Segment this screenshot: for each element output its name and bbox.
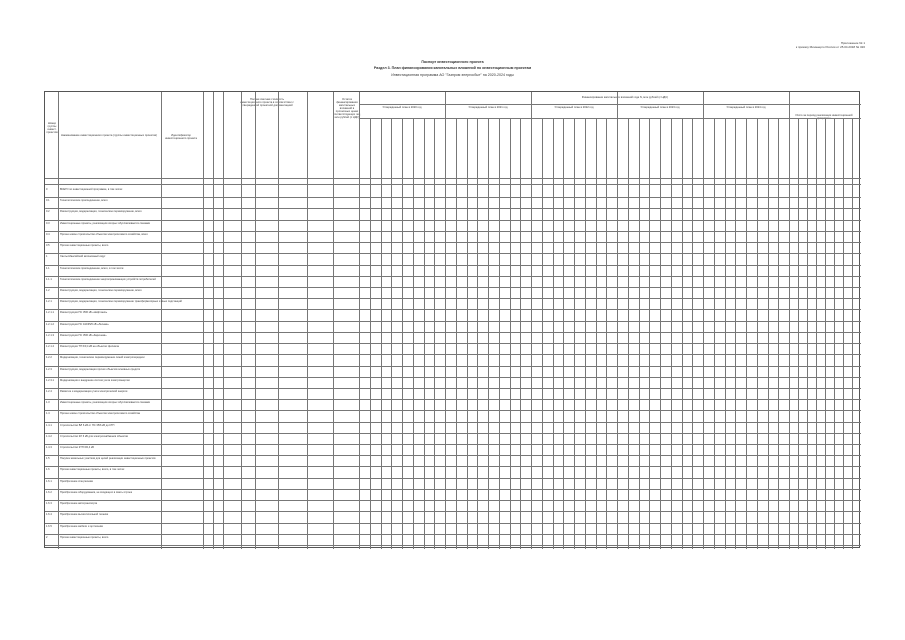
row-number: 1: [46, 255, 48, 259]
grid-line: [45, 478, 861, 479]
grid-line: [402, 118, 403, 549]
grid-line: [45, 388, 861, 389]
row-number: 1.2: [46, 288, 50, 292]
grid-line: [45, 489, 861, 490]
grid-line: [510, 118, 511, 549]
grid-line: [413, 118, 414, 549]
row-project-name: Реконструкция, модернизация, техническое перевооружение трансформаторных и иных подстанций: [60, 300, 182, 304]
row-project-name: Реконструкция, модернизация, техническое перевооружение, всего: [60, 210, 142, 214]
grid-line: [574, 118, 575, 549]
row-project-name: Строительство КТП 6/0,4 кВ: [60, 446, 94, 450]
year-group-label: Утвержденный план в 2022 год: [554, 106, 594, 109]
row-project-name: Технологическое присоединение, всего, в том числе:: [60, 266, 125, 270]
row-project-name: Строительство КЛ 6 кВ для электроснабжения объектов: [60, 434, 128, 438]
row-number: 0.4: [46, 232, 50, 236]
row-number: 1.2.1.4: [46, 345, 54, 349]
grid-line: [816, 118, 817, 549]
row-project-name: Реконструкция ТП 6/0,4 кВ на объектах филиала: [60, 345, 119, 349]
row-number: 0.2: [46, 210, 50, 214]
row-project-name: Прочие инвестиционные проекты, всего, в том числе:: [60, 468, 125, 472]
year-group-label: Утвержденный план в 2020 год: [382, 106, 422, 109]
grid-line: [45, 444, 861, 445]
grid-line: [45, 253, 861, 254]
grid-line: [649, 118, 650, 549]
row-project-name: Прочее новое строительство объектов электросетевого хозяйства: [60, 412, 140, 416]
row-number: 1.4: [46, 412, 50, 416]
row-project-name: Инвестиционные проекты, реализация которых обусловливается схемами: [60, 221, 151, 225]
row-number: 1.6: [46, 468, 50, 472]
grid-line: [381, 118, 382, 549]
grid-line: [45, 298, 861, 299]
row-number: 1.2.1.2: [46, 322, 54, 326]
grid-line: [45, 178, 861, 179]
row-project-name: Строительство ВЛ 6 кВ от ПС 35/6 кВ до КТП: [60, 423, 115, 427]
grid-line: [671, 118, 672, 549]
row-number: 1.6.5: [46, 524, 52, 528]
header-project-id: Идентификатор инвестиционного проекта: [165, 134, 197, 140]
row-project-name: Технологическое присоединение энергопринимающих устройств потребителей: [60, 277, 156, 281]
grid-line: [735, 118, 736, 549]
grid-line: [542, 118, 543, 549]
row-number: 0.1: [46, 199, 50, 203]
grid-line: [639, 118, 640, 549]
grid-line: [45, 231, 861, 232]
row-project-name: Модернизация и внедрение систем учета электроэнергии: [60, 378, 130, 382]
grid-line: [45, 500, 861, 501]
row-project-name: Реконструкция, модернизация прочих объектов основных средств: [60, 367, 140, 371]
grid-line: [467, 118, 468, 549]
row-project-name: Приобретение оборудования, не входящего в сметы строек: [60, 490, 132, 494]
grid-line: [45, 184, 861, 185]
row-number: 1.4.2: [46, 434, 52, 438]
grid-line: [45, 523, 861, 524]
row-project-name: Приобретение мебели и оргтехники: [60, 524, 104, 528]
row-number: 1.5: [46, 457, 50, 461]
header-group-number: Номер группы инвест. проектов: [46, 122, 58, 134]
grid-line: [488, 118, 489, 549]
grid-line: [45, 321, 861, 322]
investment-table: [44, 91, 860, 548]
header-total: Итого за период реализации инвестиционной программы: [795, 114, 853, 120]
grid-line: [768, 118, 769, 549]
grid-line: [477, 118, 478, 549]
row-number: 1.6.1: [46, 479, 52, 483]
row-project-name: Покупка земельных участков для целей реализации инвестиционных проектов: [60, 457, 156, 461]
grid-line: [45, 511, 861, 512]
grid-line: [606, 118, 607, 549]
header-project-name: Наименование инвестиционного проекта (группы инвестиционных проектов): [61, 134, 157, 137]
grid-line: [807, 118, 808, 549]
grid-line: [45, 287, 861, 288]
annex-title: Приложение № 1: [840, 41, 865, 45]
row-project-name: Реконструкция ПС 35/6 кВ «Заречная»: [60, 333, 107, 337]
row-project-name: Приобретение спецтехники: [60, 479, 94, 483]
row-project-name: ВСЕГО по инвестиционной программе, в том числе:: [60, 188, 123, 191]
row-number: 1.6.4: [46, 513, 52, 517]
grid-line: [45, 366, 861, 367]
grid-line: [45, 343, 861, 344]
grid-line: [45, 276, 861, 277]
row-project-name: Развитие и модернизация учета электрической энергии: [60, 389, 128, 393]
row-project-name: Ханты-Мансийский автономный округ: [60, 255, 106, 259]
grid-line: [596, 118, 597, 549]
row-number: 2: [46, 535, 48, 539]
row-number: 1.2.1.1: [46, 311, 54, 315]
header-full-cost: Полная сметная стоимость инвестиционного проекта в соответствии с утвержденной проектной документацией: [240, 98, 294, 107]
grid-line: [563, 118, 564, 549]
grid-line: [660, 118, 661, 549]
grid-line: [746, 118, 747, 549]
grid-line: [45, 354, 861, 355]
grid-line: [520, 118, 521, 549]
row-project-name: Приобретение автотранспорта: [60, 502, 98, 506]
row-number: 1.2.1: [46, 300, 52, 304]
row-project-name: Инвестиционные проекты, реализация которых обусловливается схемами: [60, 401, 151, 405]
grid-line: [359, 104, 861, 105]
row-project-name: Модернизация, техническое перевооружение линий электропередачи: [60, 356, 145, 360]
grid-line: [682, 118, 683, 549]
grid-line: [834, 118, 835, 549]
grid-line: [778, 118, 779, 549]
year-group-label: Утвержденный план в 2023 год: [640, 106, 680, 109]
grid-line: [585, 118, 586, 549]
grid-line: [370, 118, 371, 549]
row-project-name: Технологическое присоединение, всего: [60, 199, 108, 203]
row-project-name: Прочие инвестиционные проекты, всего: [60, 244, 109, 248]
annex-subtitle: к приказу Минэнерго России от 25.04.2018 № 320: [795, 45, 865, 49]
grid-line: [359, 118, 861, 119]
grid-line: [391, 118, 392, 549]
row-project-name: Реконструкция ПС 35/6 кВ «Нефтяник»: [60, 311, 108, 315]
row-number: 1.6.3: [46, 502, 52, 506]
row-number: 1.2.4: [46, 389, 52, 393]
row-number: 1.6.2: [46, 490, 52, 494]
row-project-name: Прочие инвестиционные проекты, всего: [60, 535, 109, 539]
grid-line: [45, 399, 861, 400]
grid-line: [45, 545, 861, 546]
grid-line: [45, 433, 861, 434]
row-number: 1.4.1: [46, 423, 52, 427]
row-project-name: Реконструкция, модернизация, техническое перевооружение, всего: [60, 288, 142, 292]
row-number: 1.1: [46, 266, 50, 270]
grid-line: [45, 220, 861, 221]
row-number: 0: [46, 188, 48, 191]
header-balance: Остаток финансирования капитальных вложений в прогнозных ценах соответствующих лет, млн рублей (с НДС): [333, 98, 361, 119]
row-project-name: Реконструкция ПС 110/35/6 кВ «Лесная»: [60, 322, 109, 326]
grid-line: [628, 118, 629, 549]
row-number: 1.2.2: [46, 356, 52, 360]
grid-line: [798, 118, 799, 549]
row-number: 0.5: [46, 244, 50, 248]
passport-title: Паспорт инвестиционного проекта: [421, 60, 484, 64]
grid-line: [499, 118, 500, 549]
grid-line: [692, 118, 693, 549]
grid-line: [45, 377, 861, 378]
row-project-name: Прочее новое строительство объектов электросетевого хозяйства, всего: [60, 232, 148, 236]
grid-line: [424, 118, 425, 549]
row-number: 1.1.1: [46, 277, 52, 281]
grid-line: [456, 118, 457, 549]
grid-line: [825, 118, 826, 549]
section-title: Раздел 3. План финансирования капитальных вложений по инвестиционным проектам: [373, 66, 532, 70]
grid-line: [45, 534, 861, 535]
grid-line: [434, 118, 435, 549]
year-group-label: Утвержденный план в 2024 год: [726, 106, 766, 109]
row-number: 1.2.3: [46, 367, 52, 371]
grid-line: [45, 455, 861, 456]
row-number: 1.4.3: [46, 446, 52, 450]
grid-line: [45, 197, 861, 198]
grid-line: [843, 118, 844, 549]
row-number: 0.3: [46, 221, 50, 225]
row-number: 1.3: [46, 401, 50, 405]
grid-line: [45, 422, 861, 423]
grid-line: [45, 410, 861, 411]
grid-line: [45, 332, 861, 333]
row-number: 1.2.1.3: [46, 333, 54, 337]
year-group-label: Утвержденный план в 2021 год: [468, 106, 508, 109]
grid-line: [45, 242, 861, 243]
grid-line: [852, 118, 853, 549]
grid-line: [45, 265, 861, 266]
grid-line: [553, 118, 554, 549]
annex-note: [655, 41, 865, 49]
row-number: 1.2.3.1: [46, 378, 54, 382]
header-plan: Финансирование капитальных вложений года N, млн рублей (с НДС): [581, 96, 669, 99]
grid-line: [45, 208, 861, 209]
grid-line: [45, 309, 861, 310]
grid-line: [757, 118, 758, 549]
grid-line: [45, 466, 861, 467]
grid-line: [725, 118, 726, 549]
program-title: Инвестиционная программа АО "Газпром энергосбыт" на 2020-2024 годы: [391, 73, 514, 77]
row-project-name: Приобретение вычислительной техники: [60, 513, 109, 517]
grid-line: [714, 118, 715, 549]
